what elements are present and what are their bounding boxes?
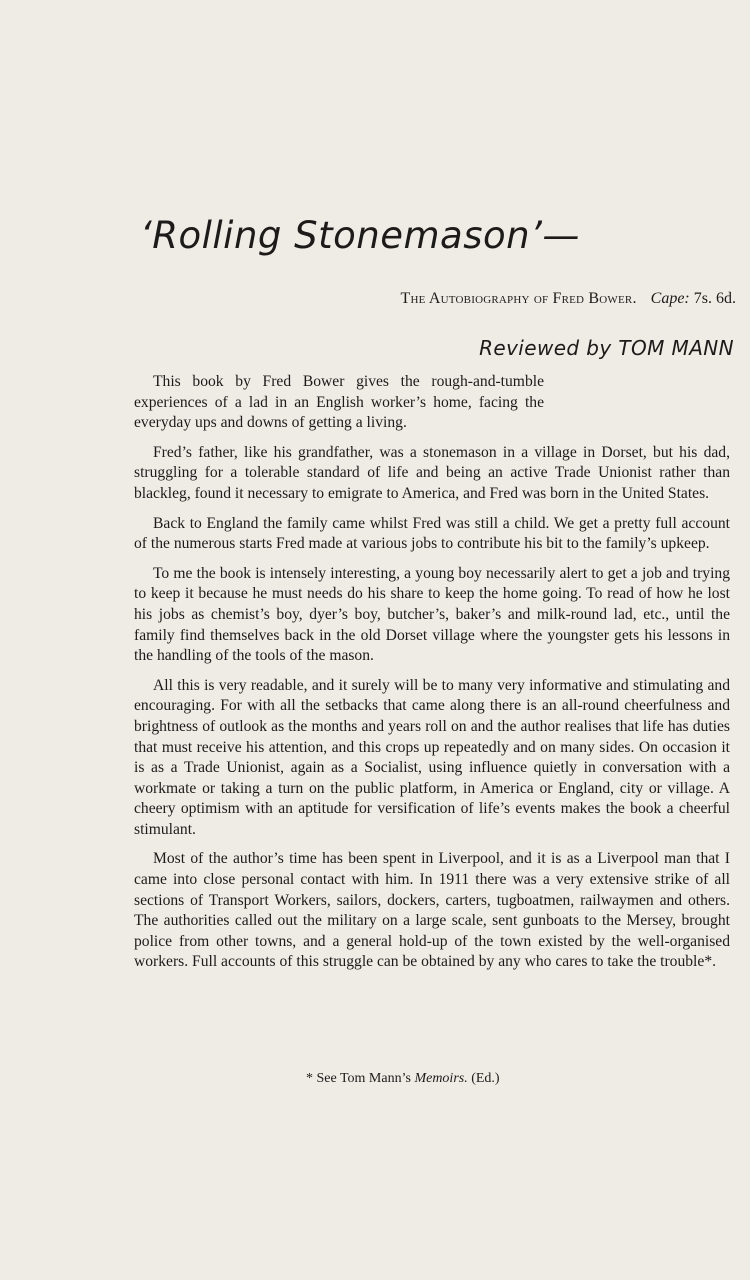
footnote-work: Memoirs. [414, 1071, 468, 1086]
footnote-suffix: (Ed.) [471, 1071, 500, 1086]
paragraph: Most of the author’s time has been spent in Liverpool, and it is as a Liverpool man that I came into close personal contact with him. In 1911 there was a very extensive strike of all sections of Transport Workers, sailors, dockers, carters, tugboatmen, railwaymen and others. The authorities called out the military on a large scale, sent gunboats to the Mersey, brought police from other towns, and a general hold-up of the town existed by the well-organised workers. Full accounts of this struggle can be obtained by any who cares to take the trouble*. [134, 850, 730, 971]
book-details [401, 290, 736, 308]
paragraph: This book by Fred Bower gives the rough-and-tumble experiences of a lad in an English worker’s home, facing the everyday ups and downs of getting a living. [134, 373, 544, 432]
footnote [306, 1071, 500, 1087]
reviewer-credit: Reviewed by TOM MANN [479, 336, 734, 360]
paragraph: Fred’s father, like his grandfather, was a stonemason in a village in Dorset, but his dad, struggling for a tolerable standard of life and being an active Trade Unionist rather than blackleg, found it necessary to emigrate to America, and Fred was born in the United States. [134, 443, 730, 502]
article-body [134, 372, 730, 982]
book-publisher: Cape: [650, 290, 690, 307]
paragraph: All this is very readable, and it surely will be to many very informative and stimulating and encouraging. For with all the setbacks that came along there is an all-round cheerfulness and brightness of outlook as the months and years roll on and the author realises that life has duties that must receive his attention, and this crops up repeatedly and on many sides. On occasion it is as a Trade Unionist, again as a Socialist, using influence quietly in conversation with a workmate or taking a turn on the public platform, in America or England, city or village. A cheery optimism with an aptitude for versification of life’s events makes the book a cheerful stimulant. [134, 676, 730, 838]
paragraph: Back to England the family came whilst Fred was still a child. We get a pretty full account of the numerous starts Fred made at various jobs to contribute his bit to the family’s upkeep. [134, 514, 730, 553]
book-title: The Autobiography of Fred Bower. [400, 290, 637, 307]
article-title: ‘Rolling Stonemason’— [140, 214, 580, 257]
paragraph: To me the book is intensely interesting, a young boy necessarily alert to get a job and trying to keep it because he must needs do his share to keep the home going. To read of how he lost his jobs as chemist’s boy, dyer’s boy, butcher’s, baker’s and milk-round lad, etc., until the family find themselves back in the old Dorset village where the youngster gets his lessons in the handling of the tools of the mason. [134, 564, 730, 665]
footnote-prefix: * See Tom Mann’s [306, 1071, 411, 1086]
book-price: 7s. 6d. [693, 290, 736, 307]
